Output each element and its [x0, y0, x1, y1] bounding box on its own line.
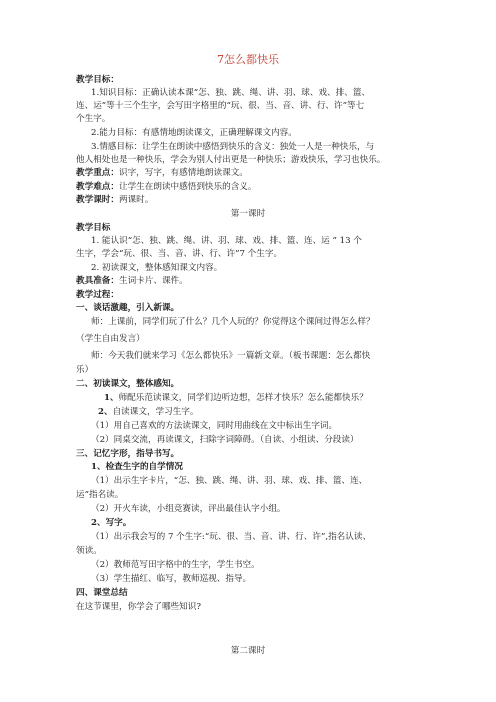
line-text: 自读课文，学习生字。	[112, 407, 199, 417]
text-line	[76, 100, 364, 112]
line-text: 2、写字。	[91, 518, 132, 528]
line-text: 1.知识目标：正确认读本课“怎、独、跳、绳、讲、羽、球、戏、排、篮、	[91, 88, 371, 98]
line-text: 师：今天我们就来学习《怎么都快乐》一篇新文章。（板书课题：怎么都快	[91, 351, 371, 361]
line-text: 1. 能认识“怎、独、跳、绳、讲、羽、球、戏、排、篮、连、运 ” 13 个	[91, 236, 362, 246]
text-line	[91, 531, 371, 543]
lesson-title: 7怎么都快乐	[217, 53, 279, 66]
line-text: 两课时。	[118, 195, 154, 205]
heading-line	[91, 517, 131, 529]
text-line	[98, 406, 199, 418]
line-text: 师配乐范读课文，同学们边听边想，怎样才快乐？怎么能都快乐？	[118, 393, 368, 403]
text-line	[91, 559, 260, 571]
line-text: （3）学生描红、临写，教师巡视、指导。	[91, 574, 252, 584]
text-line	[91, 420, 337, 432]
line-text: 师：上课前，同学们玩了什么？几个人玩的？你觉得这个课间过得怎么样？	[91, 317, 375, 327]
line-text: 识字，写字，有感情地朗读课文。	[118, 168, 248, 178]
line-text: 运”指名读。	[76, 490, 124, 500]
text-line	[76, 333, 145, 345]
text-line	[91, 503, 286, 515]
line-text: 二、初读课文，整体感知。	[76, 379, 180, 389]
line-text: 生字，学会“玩、很、当、音、讲、行、许”7 个生字。	[76, 249, 283, 259]
heading-line	[76, 302, 179, 314]
heading-line	[76, 587, 128, 599]
line-text: 2. 初读课文，整体感知课文内容。	[91, 263, 223, 273]
line-text: （2）教师范写田字格中的生字，学生书空。	[91, 560, 260, 570]
text-line	[91, 316, 375, 328]
line-text: 在这节课里，你学会了哪些知识?	[76, 602, 201, 612]
line-text: （学生自由发言）	[76, 334, 145, 344]
text-line	[76, 545, 102, 557]
line-text: （1）出示生字卡片，“怎、独、跳、绳、讲、羽、球、戏、排、篮、连、	[91, 476, 368, 486]
text-line	[76, 194, 153, 206]
line-text: 四、课堂总结	[76, 588, 128, 598]
text-line	[91, 573, 251, 585]
text-line	[76, 154, 385, 166]
text-line	[91, 127, 297, 139]
line-text: 三、记忆字形，指导书写。	[76, 449, 180, 459]
line-text: （1）出示我会写的 7 个生字:“玩、很、当、音、讲、行、许”,指名认读、	[91, 532, 372, 542]
line-text: 3.情感目标：让学生在朗读中感悟到快乐的含义：独处一人是一种快乐，与	[91, 142, 375, 152]
text-line	[76, 181, 257, 193]
line-label: 教学难点：	[76, 182, 119, 192]
heading-line	[76, 289, 119, 301]
section-heading	[0, 208, 496, 220]
heading-line	[91, 461, 183, 473]
text-line	[76, 364, 93, 376]
line-label: 教具准备：	[76, 276, 119, 286]
line-text: 第一课时	[230, 209, 266, 219]
text-line	[91, 475, 367, 487]
text-line	[91, 141, 374, 153]
text-line	[76, 167, 248, 179]
heading-line	[76, 74, 119, 86]
line-text: 领读。	[76, 546, 102, 556]
line-text: 2.能力目标：有感情地朗读课文，正确理解课文内容。	[91, 128, 297, 138]
text-line	[104, 392, 368, 404]
line-text: 让学生在朗读中感悟到快乐的含义。	[118, 182, 257, 192]
heading-line	[76, 222, 110, 234]
text-line	[76, 248, 282, 260]
heading-line	[76, 378, 179, 390]
section-heading	[0, 645, 496, 657]
text-line	[76, 489, 123, 501]
line-text: 教学目标	[76, 223, 111, 233]
text-line	[91, 262, 222, 274]
line-label: 1、	[104, 393, 119, 403]
line-text: 生词卡片、课件。	[118, 276, 188, 286]
line-label: 2、	[98, 407, 113, 417]
line-text: 连、运”等十三个生字，会写田字格里的“玩、很、当、音、讲、行、许”等七	[76, 101, 365, 111]
text-line	[76, 113, 110, 125]
line-label: 教学重点：	[76, 168, 119, 178]
line-text: （1）用自己喜欢的方法读课文，同时用曲线在文中标出生字词。	[91, 421, 338, 431]
line-text: （2）开火车读，小组竞赛读，评出最佳认字小组。	[91, 504, 286, 514]
line-text: 第二课时	[230, 646, 266, 656]
heading-line	[76, 448, 179, 460]
line-text: 他人相处也是一种快乐，学会为别人付出更是一种快乐；游戏快乐，学习也快乐。	[76, 155, 386, 165]
line-text: 教学目标：	[76, 75, 119, 85]
text-line	[91, 350, 370, 362]
line-text: （2）同桌交流，再读课文，扫除字词障碍。（自读、小组读、分段读）	[91, 435, 359, 445]
line-text: 乐）	[76, 365, 94, 375]
text-line	[91, 235, 362, 247]
line-text: 个生字。	[76, 114, 111, 124]
text-line	[76, 275, 188, 287]
text-line	[91, 434, 359, 446]
text-line	[91, 87, 370, 99]
text-line	[76, 601, 201, 613]
line-text: 1、检查生字的自学情况	[91, 462, 183, 472]
line-text: 一、谈话激趣，引入新课。	[76, 303, 180, 313]
line-label: 教学课时：	[76, 195, 119, 205]
line-text: 教学过程：	[76, 290, 119, 300]
